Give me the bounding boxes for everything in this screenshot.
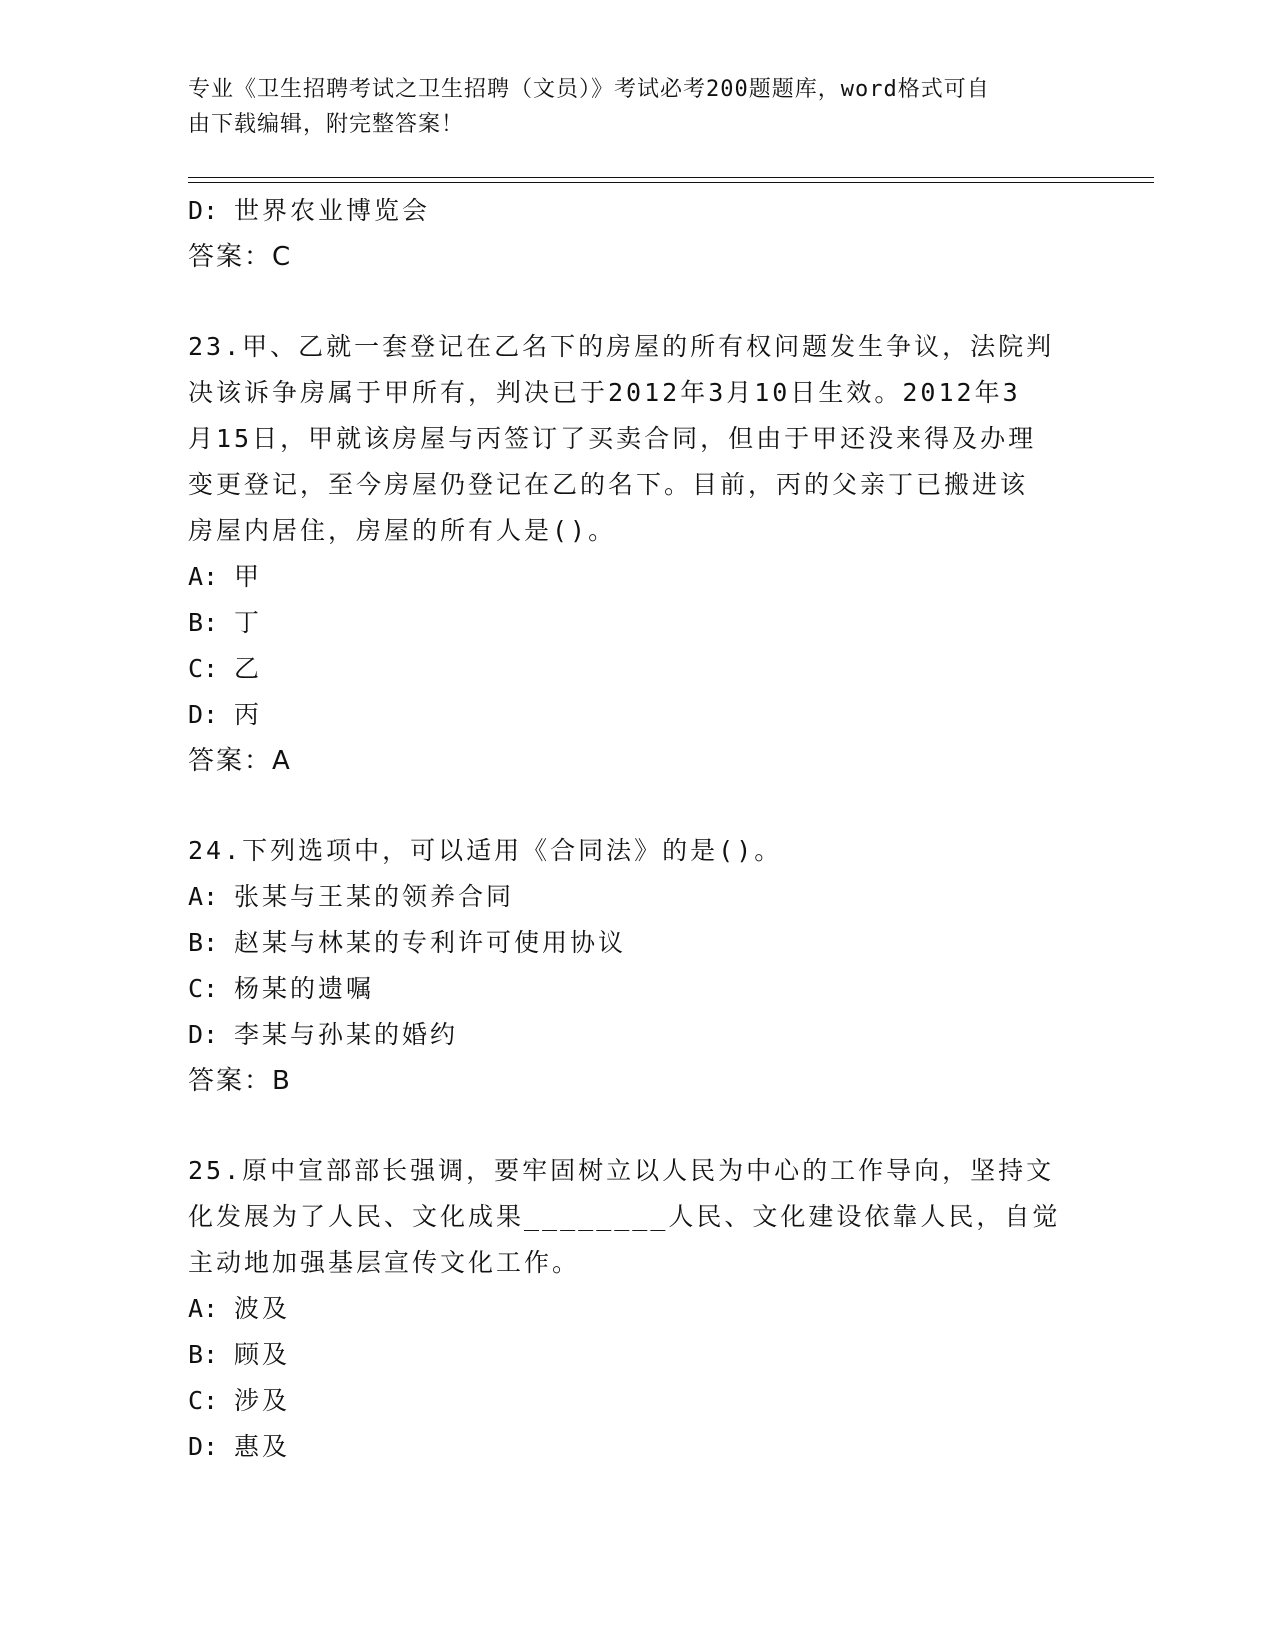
question-24-option-a — [188, 874, 1068, 920]
option-text: 惠及 — [234, 1432, 291, 1461]
question-23-answer: 答案：A — [188, 746, 292, 776]
option-label: A: — [188, 882, 219, 911]
question-23-option-c — [188, 646, 1068, 692]
option-label: C: — [188, 974, 219, 1003]
question-24-option-b — [188, 920, 1068, 966]
question-25-option-a — [188, 1286, 1068, 1332]
document-header — [188, 72, 1068, 142]
question-25-line: 主动地加强基层宣传文化工作。 — [188, 1248, 581, 1277]
question-25-option-c — [188, 1378, 1068, 1424]
question-23-line: 月15日，甲就该房屋与丙签订了买卖合同，但由于甲还没来得及办理 — [188, 424, 1037, 453]
option-text: 丁 — [234, 608, 263, 637]
header-line-1: 专业《卫生招聘考试之卫生招聘（文员）》考试必考200题题库，word格式可自 — [188, 77, 990, 102]
question-content — [188, 188, 1068, 1470]
option-text: 李某与孙某的婚约 — [234, 1020, 459, 1049]
question-24-line: 24.下列选项中，可以适用《合同法》的是()。 — [188, 836, 783, 865]
question-23-line: 变更登记，至今房屋仍登记在乙的名下。目前，丙的父亲丁已搬进该 — [188, 470, 1029, 499]
option-label: D: — [188, 700, 219, 729]
question-24 — [188, 828, 1068, 1104]
option-text: 世界农业博览会 — [234, 196, 431, 225]
option-text: 甲 — [234, 562, 263, 591]
header-rule-top — [188, 177, 1154, 178]
option-text: 赵某与林某的专利许可使用协议 — [234, 928, 627, 957]
question-25 — [188, 1148, 1068, 1470]
question-23-option-d — [188, 692, 1068, 738]
question-25-line: 化发展为了人民、文化成果________人民、文化建设依靠人民，自觉 — [188, 1202, 1061, 1231]
option-label: A: — [188, 1294, 219, 1323]
question-23-line: 房屋内居住，房屋的所有人是()。 — [188, 516, 617, 545]
option-label: D: — [188, 1020, 219, 1049]
option-label: C: — [188, 1386, 219, 1415]
option-text: 丙 — [234, 700, 263, 729]
question-23-line: 23.甲、乙就一套登记在乙名下的房屋的所有权问题发生争议，法院判 — [188, 332, 1055, 361]
option-label: B: — [188, 928, 219, 957]
question-23-line: 决该诉争房属于甲所有，判决已于2012年3月10日生效。2012年3 — [188, 378, 1021, 407]
question-25-option-b — [188, 1332, 1068, 1378]
question-23 — [188, 324, 1068, 784]
option-text: 涉及 — [234, 1386, 291, 1415]
prev-answer: 答案：C — [188, 242, 293, 272]
header-rule-bottom — [188, 182, 1154, 183]
prev-option-d — [188, 188, 1068, 234]
option-label: A: — [188, 562, 219, 591]
question-24-option-c — [188, 966, 1068, 1012]
option-text: 波及 — [234, 1294, 291, 1323]
question-23-option-a — [188, 554, 1068, 600]
question-23-option-b — [188, 600, 1068, 646]
option-label: C: — [188, 654, 219, 683]
option-label: D: — [188, 196, 219, 225]
option-label: B: — [188, 1340, 219, 1369]
option-text: 顾及 — [234, 1340, 291, 1369]
option-text: 张某与王某的领养合同 — [234, 882, 515, 911]
question-25-option-d — [188, 1424, 1068, 1470]
header-line-2: 由下载编辑，附完整答案！ — [188, 112, 465, 137]
option-text: 乙 — [234, 654, 263, 683]
option-label: D: — [188, 1432, 219, 1461]
question-25-line: 25.原中宣部部长强调，要牢固树立以人民为中心的工作导向，坚持文 — [188, 1156, 1055, 1185]
question-24-option-d — [188, 1012, 1068, 1058]
option-label: B: — [188, 608, 219, 637]
question-24-answer: 答案：B — [188, 1066, 292, 1096]
option-text: 杨某的遗嘱 — [234, 974, 375, 1003]
